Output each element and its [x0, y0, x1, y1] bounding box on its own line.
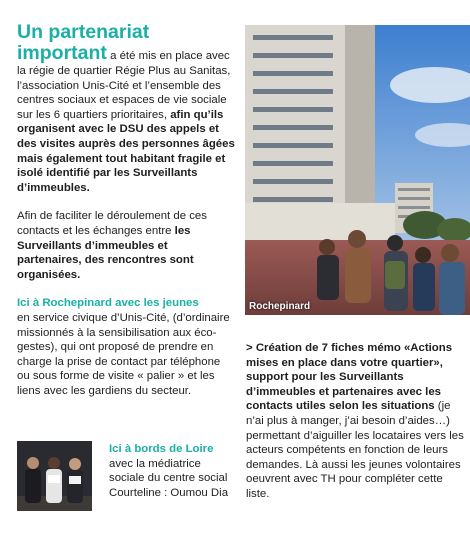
loire-paragraph: [109, 442, 239, 500]
photo-caption: Rochepinard: [249, 301, 311, 312]
rochepinard-photo: [245, 25, 470, 315]
meetings-paragraph: [17, 209, 235, 282]
intro-bold-text: afin qu’ils organisent avec le DSU des appels et des visites auprès des personnes âgées mais également tout habitant fragile et isolé identifié par les Surveillants d’immeubles.: [17, 108, 235, 194]
rochepinard-title: Ici à Rochepinard avec les jeunes: [17, 297, 199, 310]
headline-line-1: Un partenariat: [17, 21, 150, 43]
loire-title: Ici à bords de Loire: [109, 443, 214, 455]
loire-text: avec la médiatrice sociale du centre social Courteline : Oumou Dia: [109, 457, 229, 499]
memo-sheets-bold-text: > Création de 7 fiches mémo «Actions mises en place dans votre quartier», support pour les Surveillants d’immeubles et partenaires avec les contacts utiles selon les situations: [246, 342, 453, 413]
right-column: [246, 341, 466, 502]
intro-paragraph: [17, 43, 235, 195]
loire-photo: [17, 441, 92, 511]
rochepinard-paragraph: [17, 296, 235, 398]
meetings-text: Afin de faciliter le déroulement de ces contacts et les échanges entre: [17, 210, 207, 237]
loire-block: [17, 441, 235, 521]
intro-text: a été mis en place avec la régie de quartier Régie Plus au Sanitas, l’association Unis-Cité et l’ensemble des centres sociaux et espaces de vie sociale sur les 6 quartiers prioritaires,: [17, 50, 231, 121]
left-column: [17, 22, 235, 398]
headline-line-2: important: [17, 42, 107, 64]
rochepinard-photo-image: [245, 25, 470, 315]
meetings-bold-text: les Surveillants d’immeubles et partenaires, des rencontres sont organisées.: [17, 224, 194, 281]
loire-photo-image: [17, 441, 92, 511]
memo-sheets-text: (je n’ai plus à manger, j’ai besoin d’aides…) permettant d’aiguiller les locataires vers les acteurs compétents en fonction de leurs demandes. Là aussi les jeunes volontaires oeuvrent avec TH pour compléter cette liste.: [246, 400, 464, 500]
rochepinard-text: en service civique d’Unis-Cité, (d’ordinaire missionnés à la sensibilisation aux éco-gestes), qui ont proposé de prendre en charge la prise de contact par téléphone ou sous forme de visite « palier » et les liens avec les gardiens du secteur.: [17, 311, 230, 397]
